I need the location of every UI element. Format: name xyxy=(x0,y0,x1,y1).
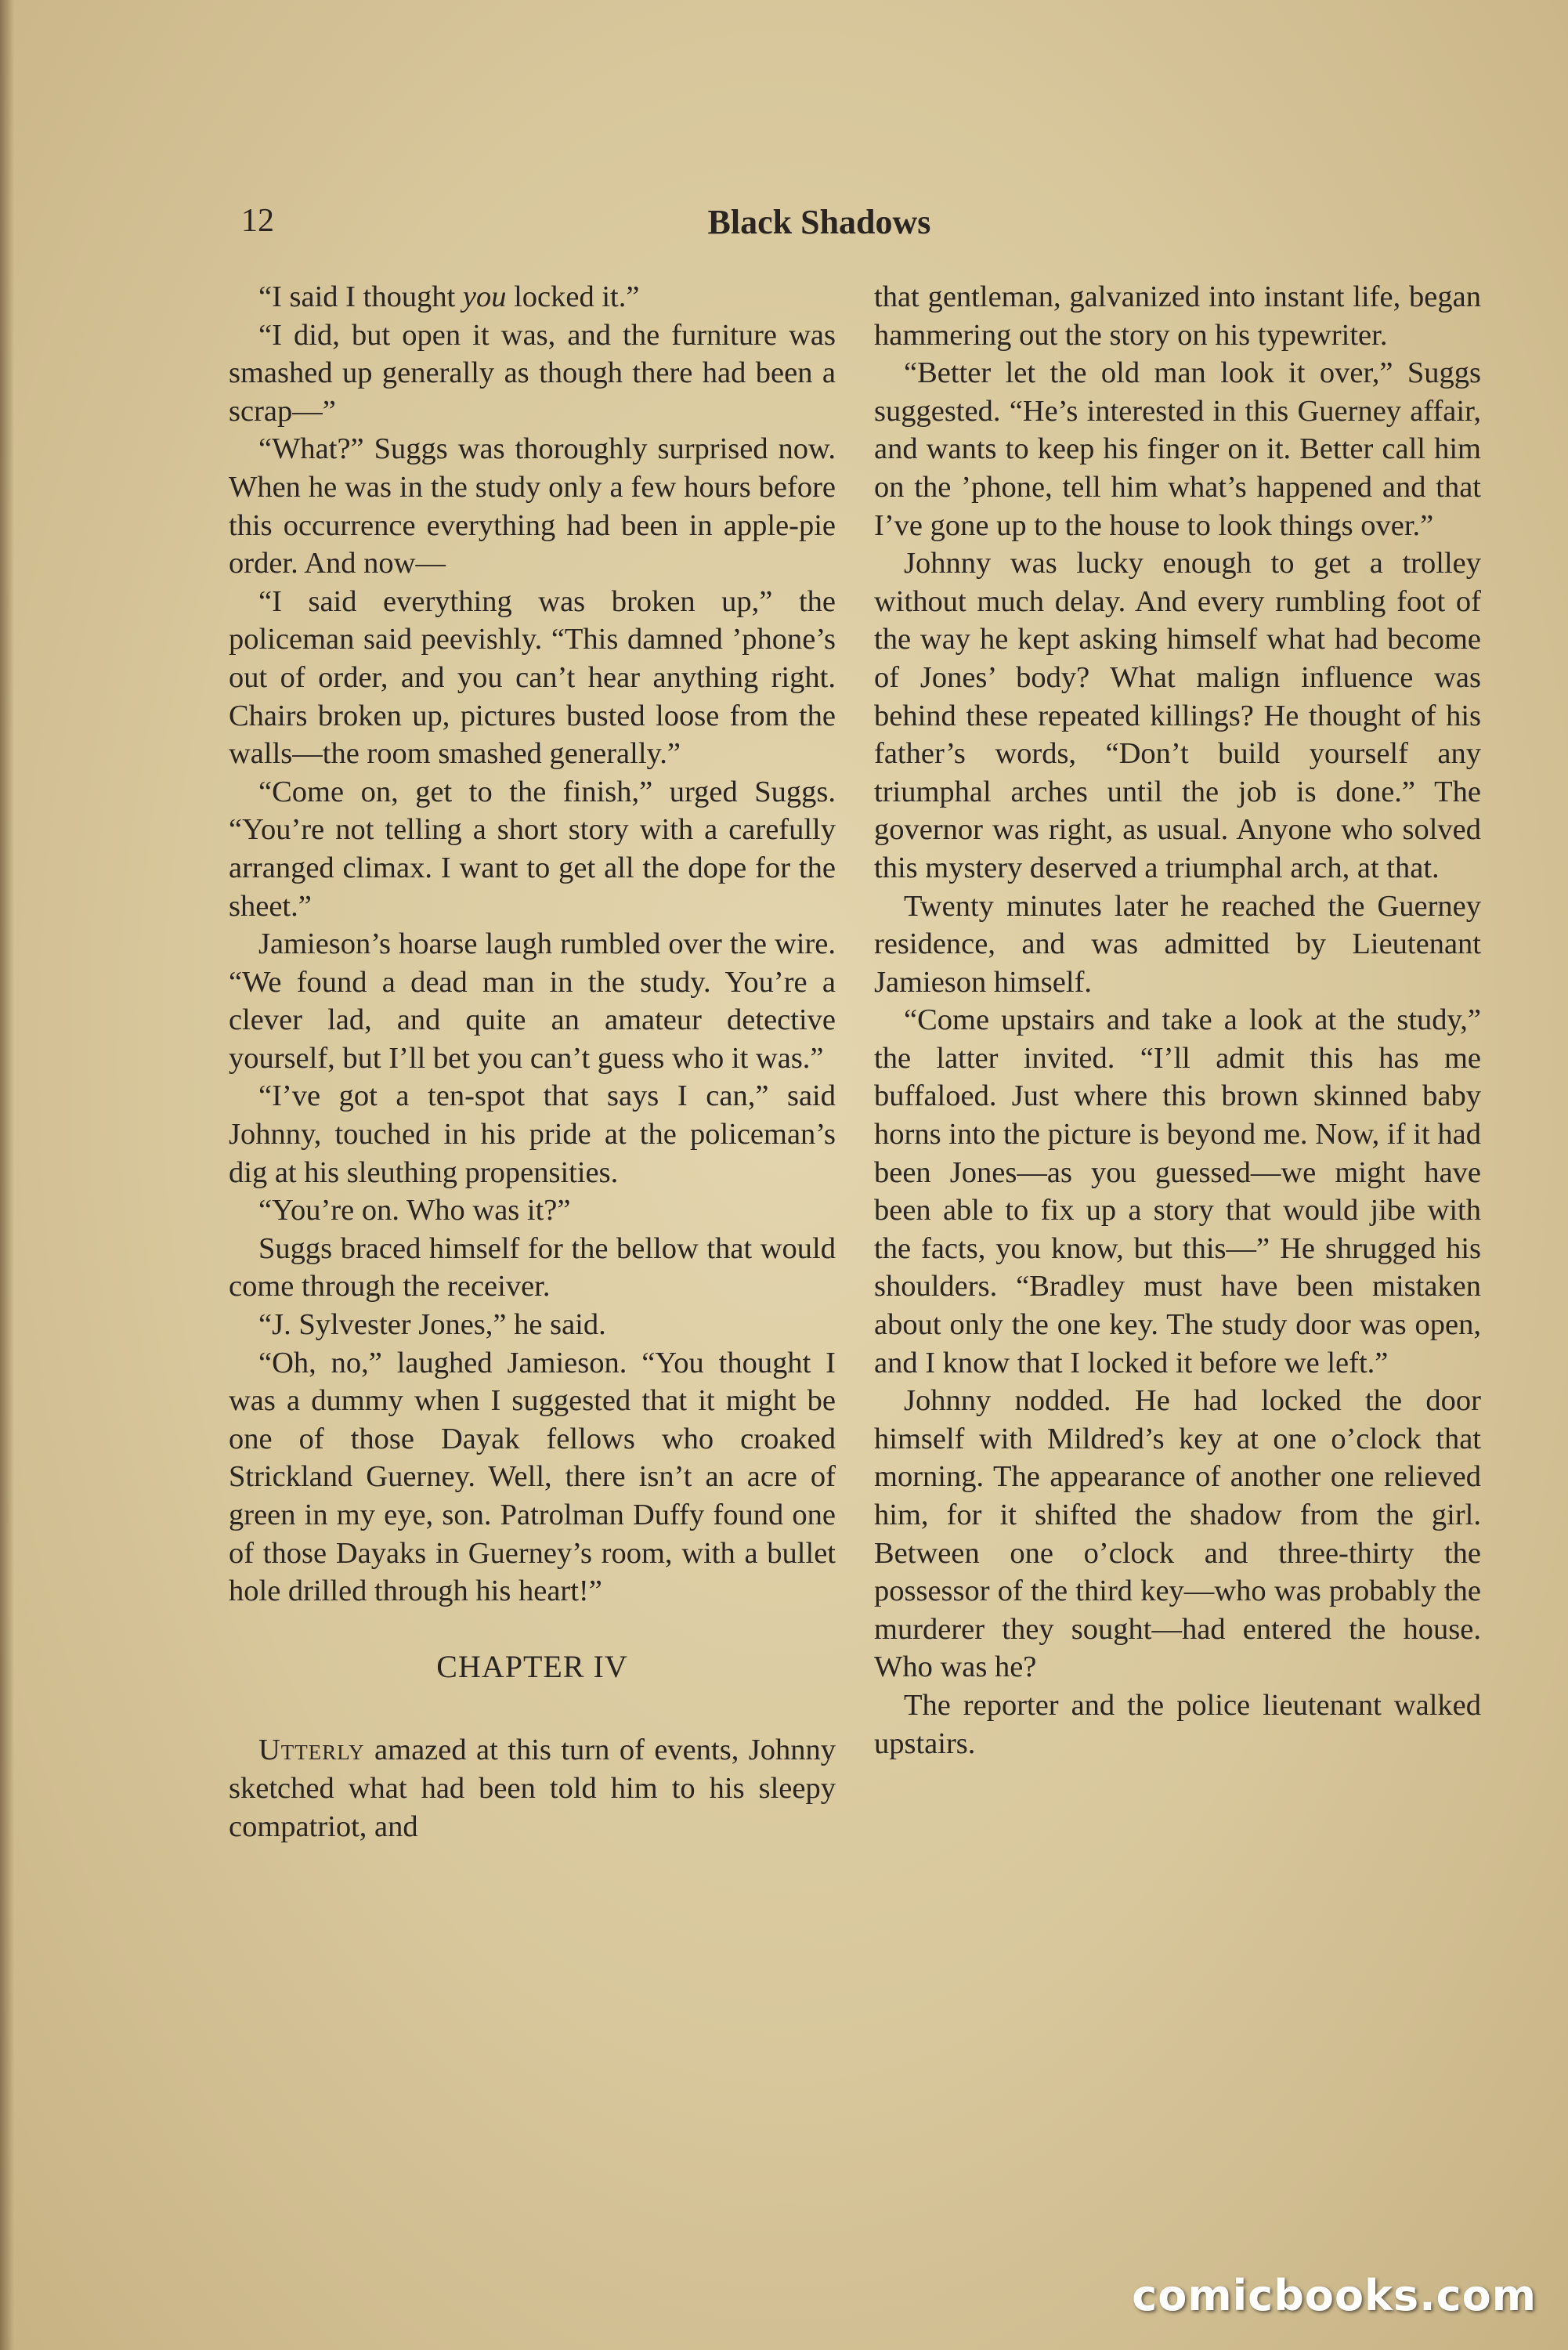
paragraph: “Better let the old man look it over,” Suggs suggested. “He’s interested in this Guerney affair, and wants to keep his finger on it. Better call him on the ’phone, tell him what’s happened and that I’ve gone up to the house to look things over.” xyxy=(874,356,1481,542)
paragraph: “I’ve got a ten-spot that says I can,” said Johnny, touched in his pride at the policeman’s dig at his sleuthing propensities. xyxy=(229,1079,836,1189)
right-column xyxy=(874,278,1481,1762)
running-head xyxy=(0,202,1568,249)
paragraph: “I said everything was broken up,” the policeman said peevishly. “This damned ’phone’s out of order, and you can’t hear anything right. Chairs broken up, pictures busted loose from the walls—the room smashed generally.” xyxy=(229,584,836,771)
left-column xyxy=(229,278,836,1846)
paragraph: “I did, but open it was, and the furniture was smashed up generally as though there had been a scrap—” xyxy=(229,318,836,428)
paragraph: Jamieson’s hoarse laugh rumbled over the wire. “We found a dead man in the study. You’re a clever lad, and quite an amateur detective yourself, but I’ll bet you can’t guess who it was.” xyxy=(229,927,836,1075)
chapter-opening-paragraph xyxy=(229,1731,836,1846)
paragraph: Johnny was lucky enough to get a trolley without much delay. And every rumbling foot of the way he kept asking himself what had become of Jones’ body? What malign influence was behind these repeated killings? He thought of his father’s words, “Don’t build yourself any triumphal arches until the job is done.” The governor was right, as usual. Anyone who solved this mystery deserved a triumphal arch, at that. xyxy=(874,547,1481,884)
paragraph: “Oh, no,” laughed Jamieson. “You thought I was a dummy when I suggested that it might be one of those Dayak fellows who croaked Strickland Guerney. Well, there isn’t an acre of green in my eye, son. Patrolman Duffy found one of those Dayaks in Guerney’s room, with a bullet hole drilled through his heart!” xyxy=(229,1346,836,1608)
paragraph: Suggs braced himself for the bellow that would come through the receiver. xyxy=(229,1231,836,1303)
paragraph: “I said I thought you locked it.” xyxy=(258,280,640,313)
paragraph: “J. Sylvester Jones,” he said. xyxy=(258,1308,606,1342)
chapter-opening-text: amazed at this turn of events, Johnny sketched what had been told him to his sleepy compatriot, and xyxy=(229,1734,836,1843)
page-edge-shadow xyxy=(0,0,14,2350)
paragraph: The reporter and the police lieutenant walked upstairs. xyxy=(874,1688,1481,1760)
paragraph: “What?” Suggs was thoroughly surprised now. When he was in the study only a few hours before this occurrence everything had been in apple-pie order. And now— xyxy=(229,432,836,580)
chapter-heading: CHAPTER IV xyxy=(436,1648,628,1684)
paragraph: “Come upstairs and take a look at the study,” the latter invited. “I’ll admit this has me buffaloed. Just where this brown skinned baby horns into the picture is beyond me. Now, if it had been Jones—as you guessed—we might have been able to fix up a story that would jibe with the facts, you know, but this—” He shrugged his shoulders. “Bradley must have been mistaken about only the one key. The study door was open, and I know that I locked it before we left.” xyxy=(874,1003,1481,1379)
page-number: 12 xyxy=(241,203,274,239)
paragraph: Johnny nodded. He had locked the door himself with Mildred’s key at one o’clock that morning. The appearance of another one relieved him, for it shifted the shadow from the girl. Between one o’clock and three-thirty the possessor of the third key—who was probably the murderer they sought—had entered the house. Who was he? xyxy=(874,1384,1481,1684)
chapter-opening-word: Utterly xyxy=(258,1734,365,1767)
watermark-logo: comicbooks.com xyxy=(1132,2271,1537,2320)
paragraph: “Come on, get to the finish,” urged Suggs. “You’re not telling a short story with a carefully arranged climax. I want to get all the dope for the sheet.” xyxy=(229,775,836,923)
paragraph: “You’re on. Who was it?” xyxy=(258,1194,571,1227)
paragraph-continued: that gentleman, galvanized into instant life, began hammering out the story on his typewriter. xyxy=(874,280,1481,352)
paragraph: Twenty minutes later he reached the Guerney residence, and was admitted by Lieutenant Jamieson himself. xyxy=(874,889,1481,999)
running-title: Black Shadows xyxy=(707,203,931,241)
